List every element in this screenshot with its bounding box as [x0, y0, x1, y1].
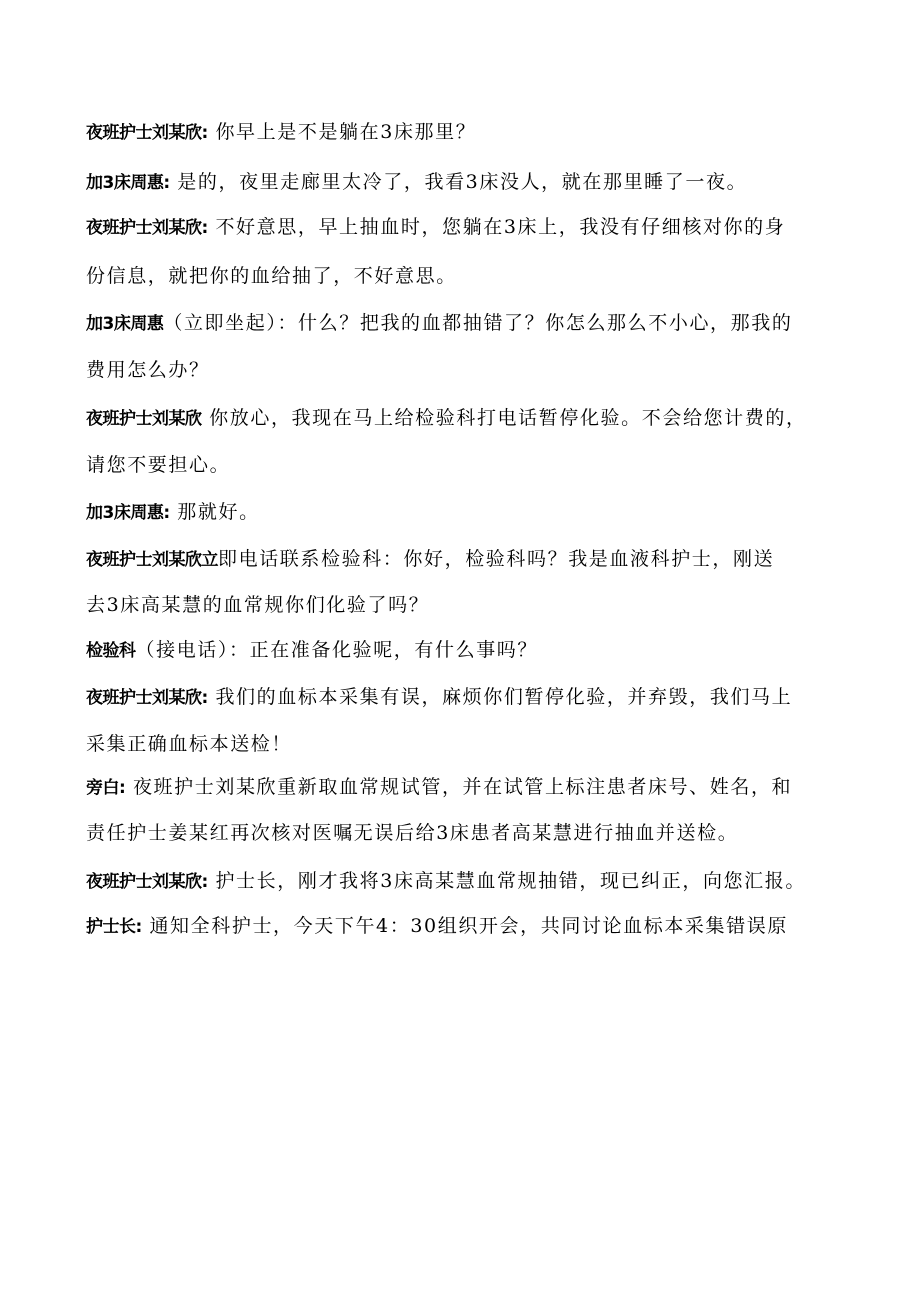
- dialogue-line-4: [86, 308, 886, 338]
- dialogue-text: 是的，夜里走廊里太冷了，我看3床没人，就在那里睡了一夜。: [169, 171, 748, 193]
- speaker-label: 加3床周惠:: [86, 173, 170, 193]
- dialogue-text: 那就好。: [169, 501, 260, 523]
- dialogue-continuation-3: [86, 261, 886, 291]
- dialogue-line-3: [86, 212, 886, 242]
- dialogue-text: （立即坐起）：什么？把我的血都抽错了？你怎么那么不小心，那我的: [163, 312, 793, 334]
- dialogue-text: （接电话）：正在准备化验呢，有什么事吗？: [135, 639, 539, 661]
- dialogue-text: 护士长，刚才我将3床高某慧血常规抽错，现已纠正，向您汇报。: [207, 870, 806, 892]
- speaker-label: 加3床周惠:: [86, 503, 170, 523]
- dialogue-line-7: [86, 544, 886, 574]
- dialogue-line-5: [86, 403, 886, 433]
- dialogue-line-1: [86, 117, 886, 147]
- dialogue-text: 请您不要担心。: [86, 454, 231, 476]
- dialogue-line-12: [86, 911, 886, 941]
- speaker-label: 夜班护士刘某欣:: [86, 688, 208, 708]
- dialogue-text: 即电话联系检验科：你好，检验科吗？我是血液科护士，刚送: [218, 548, 775, 570]
- dialogue-text: 我们的血标本采集有误，麻烦你们暂停化验，并弃毁，我们马上: [207, 686, 793, 708]
- dialogue-text: 采集正确血标本送检！: [86, 733, 293, 755]
- dialogue-text: 费用怎么办？: [86, 359, 210, 381]
- speaker-label: 检验科: [86, 641, 136, 661]
- dialogue-text: 夜班护士刘某欣重新取血常规试管，并在试管上标注患者床号、姓名，和: [125, 776, 793, 798]
- speaker-label: 夜班护士刘某欣:: [86, 872, 208, 892]
- dialogue-text: 你放心，我现在马上给检验科打电话暂停化验。不会给您计费的，: [201, 407, 807, 429]
- dialogue-continuation-4: [86, 355, 886, 385]
- dialogue-line-9: [86, 682, 886, 712]
- dialogue-line-11: [86, 866, 886, 896]
- dialogue-text: 不好意思，早上抽血时，您躺在3床上，我没有仔细核对你的身: [207, 216, 786, 238]
- speaker-label: 夜班护士刘某欣:: [86, 218, 208, 238]
- dialogue-text: 你早上是不是躺在3床那里？: [207, 121, 477, 143]
- speaker-label: 夜班护士刘某欣:: [86, 123, 208, 143]
- dialogue-continuation-9: [86, 729, 886, 759]
- speaker-label: 夜班护士刘某欣: [86, 409, 202, 429]
- dialogue-text: 责任护士姜某红再次核对医嘱无误后给3床患者高某慧进行抽血并送检。: [86, 822, 739, 844]
- dialogue-continuation-10: [86, 818, 886, 848]
- dialogue-text: 去3床高某慧的血常规你们化验了吗？: [86, 594, 430, 616]
- dialogue-continuation-5: [86, 450, 886, 480]
- speaker-label: 夜班护士刘某欣立: [86, 550, 218, 570]
- dialogue-line-2: [86, 167, 886, 197]
- speaker-label: 加3床周惠: [86, 314, 164, 334]
- dialogue-text: 通知全科护士，今天下午4：30组织开会，共同讨论血标本采集错误原: [141, 915, 788, 937]
- speaker-label: 护士长:: [86, 917, 142, 937]
- dialogue-continuation-7: [86, 590, 886, 620]
- dialogue-text: 份信息，就把你的血给抽了，不好意思。: [86, 265, 457, 287]
- dialogue-line-6: [86, 497, 886, 527]
- speaker-label: 旁白:: [86, 778, 126, 798]
- dialogue-line-8: [86, 635, 886, 665]
- dialogue-line-10: [86, 772, 886, 802]
